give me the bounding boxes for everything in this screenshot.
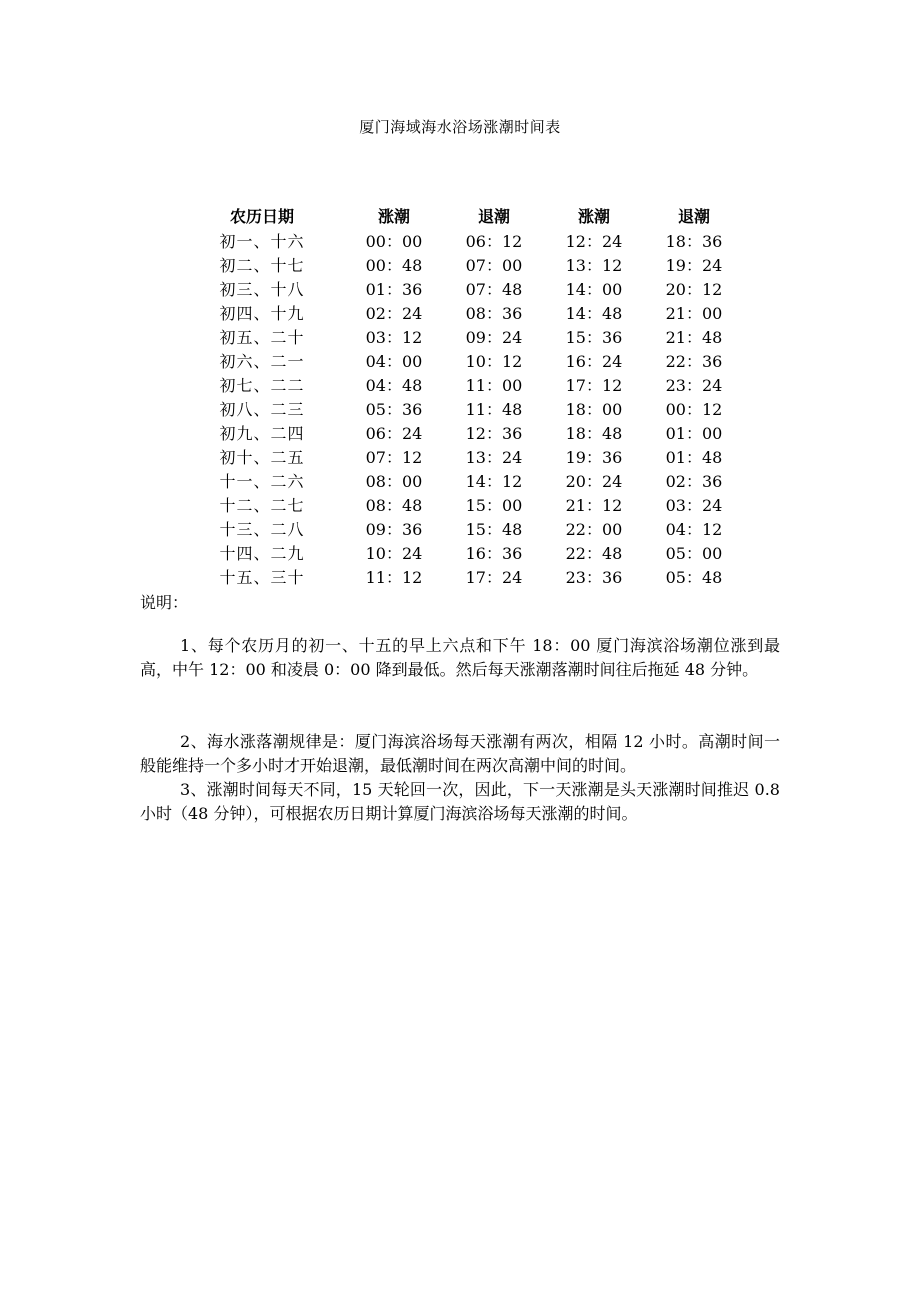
- cell-low-tide-2: 03：24: [665, 496, 723, 515]
- header-high-tide-2: 涨潮: [577, 207, 610, 226]
- cell-low-tide-2: 05：48: [665, 568, 723, 587]
- cell-high-tide-1: 05：36: [365, 400, 423, 419]
- cell-low-tide-1: 13：24: [465, 448, 523, 467]
- cell-low-tide-1: 17：24: [465, 568, 523, 587]
- table-row: [180, 398, 744, 422]
- table-row: [180, 518, 744, 542]
- table-row: [180, 302, 744, 326]
- note-2: 2、海水涨落潮规律是：厦门海滨浴场每天涨潮有两次，相隔 12 小时。高潮时间一般能维持一个多小时才开始退潮，最低潮时间在两次高潮中间的时间。: [140, 732, 780, 775]
- cell-lunar-date: 十五、三十: [219, 568, 305, 587]
- cell-high-tide-2: 18：00: [565, 400, 623, 419]
- cell-high-tide-2: 19：36: [565, 448, 623, 467]
- cell-low-tide-1: 11：48: [465, 400, 523, 419]
- cell-high-tide-1: 04：00: [365, 352, 423, 371]
- cell-lunar-date: 初九、二四: [219, 424, 305, 443]
- cell-high-tide-1: 09：36: [365, 520, 423, 539]
- header-low-tide-2: 退潮: [677, 207, 710, 226]
- cell-high-tide-2: 14：48: [565, 304, 623, 323]
- cell-high-tide-2: 22：00: [565, 520, 623, 539]
- cell-lunar-date: 初八、二三: [219, 400, 305, 419]
- table-row: [180, 254, 744, 278]
- cell-low-tide-1: 12：36: [465, 424, 523, 443]
- cell-low-tide-2: 01：48: [665, 448, 723, 467]
- table-header-row: [180, 204, 744, 230]
- table-row: [180, 278, 744, 302]
- cell-high-tide-1: 08：48: [365, 496, 423, 515]
- cell-high-tide-2: 12：24: [565, 232, 623, 251]
- note-3: 3、涨潮时间每天不同，15 天轮回一次，因此，下一天涨潮是头天涨潮时间推迟 0.8 小时（48 分钟），可根据农历日期计算厦门海滨浴场每天涨潮的时间。: [140, 780, 780, 823]
- cell-low-tide-1: 16：36: [465, 544, 523, 563]
- page-title: 厦门海域海水浴场涨潮时间表: [359, 118, 561, 136]
- cell-high-tide-2: 15：36: [565, 328, 623, 347]
- cell-high-tide-1: 07：12: [365, 448, 423, 467]
- table-row: [180, 350, 744, 374]
- cell-high-tide-1: 01：36: [365, 280, 423, 299]
- notes-label: 说明：: [140, 593, 189, 612]
- cell-lunar-date: 初一、十六: [219, 232, 305, 251]
- cell-high-tide-2: 17：12: [565, 376, 623, 395]
- cell-low-tide-1: 10：12: [465, 352, 523, 371]
- cell-high-tide-1: 04：48: [365, 376, 423, 395]
- cell-high-tide-2: 20：24: [565, 472, 623, 491]
- cell-lunar-date: 初三、十八: [219, 280, 305, 299]
- cell-low-tide-2: 22：36: [665, 352, 723, 371]
- cell-low-tide-1: 08：36: [465, 304, 523, 323]
- cell-lunar-date: 初十、二五: [219, 448, 305, 467]
- cell-low-tide-1: 06：12: [465, 232, 523, 251]
- table-row: [180, 326, 744, 350]
- cell-low-tide-1: 15：00: [465, 496, 523, 515]
- cell-low-tide-1: 15：48: [465, 520, 523, 539]
- table-row: [180, 446, 744, 470]
- cell-low-tide-1: 07：00: [465, 256, 523, 275]
- table-row: [180, 422, 744, 446]
- table-row: [180, 494, 744, 518]
- cell-low-tide-2: 20：12: [665, 280, 723, 299]
- cell-high-tide-2: 22：48: [565, 544, 623, 563]
- cell-low-tide-2: 21：00: [665, 304, 723, 323]
- table-row: [180, 230, 744, 254]
- cell-low-tide-2: 02：36: [665, 472, 723, 491]
- cell-high-tide-1: 00：48: [365, 256, 423, 275]
- cell-high-tide-1: 10：24: [365, 544, 423, 563]
- cell-lunar-date: 十一、二六: [219, 472, 305, 491]
- cell-low-tide-2: 23：24: [665, 376, 723, 395]
- cell-low-tide-2: 00：12: [665, 400, 723, 419]
- header-high-tide-1: 涨潮: [377, 207, 410, 226]
- cell-high-tide-2: 18：48: [565, 424, 623, 443]
- header-low-tide-1: 退潮: [477, 207, 510, 226]
- cell-lunar-date: 十二、二七: [219, 496, 305, 515]
- cell-lunar-date: 初四、十九: [219, 304, 305, 323]
- cell-low-tide-2: 19：24: [665, 256, 723, 275]
- cell-high-tide-1: 00：00: [365, 232, 423, 251]
- cell-lunar-date: 初二、十七: [219, 256, 305, 275]
- cell-lunar-date: 十四、二九: [219, 544, 305, 563]
- header-lunar-date: 农历日期: [229, 207, 294, 226]
- cell-low-tide-1: 07：48: [465, 280, 523, 299]
- note-1: 1、每个农历月的初一、十五的早上六点和下午 18：00 厦门海滨浴场潮位涨到最高，中午 12：00 和凌晨 0：00 降到最低。然后每天涨潮落潮时间往后拖延 48 分钟。: [140, 636, 780, 679]
- cell-lunar-date: 十三、二八: [219, 520, 305, 539]
- cell-high-tide-1: 11：12: [365, 568, 423, 587]
- cell-low-tide-1: 11：00: [465, 376, 523, 395]
- cell-lunar-date: 初五、二十: [219, 328, 305, 347]
- cell-low-tide-2: 05：00: [665, 544, 723, 563]
- table-row: [180, 542, 744, 566]
- cell-low-tide-2: 18：36: [665, 232, 723, 251]
- cell-lunar-date: 初七、二二: [219, 376, 305, 395]
- cell-high-tide-2: 16：24: [565, 352, 623, 371]
- cell-high-tide-2: 23：36: [565, 568, 623, 587]
- cell-high-tide-1: 03：12: [365, 328, 423, 347]
- cell-high-tide-1: 02：24: [365, 304, 423, 323]
- cell-high-tide-1: 08：00: [365, 472, 423, 491]
- cell-high-tide-2: 21：12: [565, 496, 623, 515]
- cell-high-tide-2: 14：00: [565, 280, 623, 299]
- cell-low-tide-2: 21：48: [665, 328, 723, 347]
- cell-low-tide-1: 09：24: [465, 328, 523, 347]
- table-row: [180, 470, 744, 494]
- table-body: [180, 230, 744, 590]
- table-row: [180, 374, 744, 398]
- cell-low-tide-2: 04：12: [665, 520, 723, 539]
- cell-low-tide-1: 14：12: [465, 472, 523, 491]
- table-row: [180, 566, 744, 590]
- cell-high-tide-2: 13：12: [565, 256, 623, 275]
- cell-high-tide-1: 06：24: [365, 424, 423, 443]
- tide-table: [180, 204, 744, 590]
- cell-low-tide-2: 01：00: [665, 424, 723, 443]
- cell-lunar-date: 初六、二一: [219, 352, 305, 371]
